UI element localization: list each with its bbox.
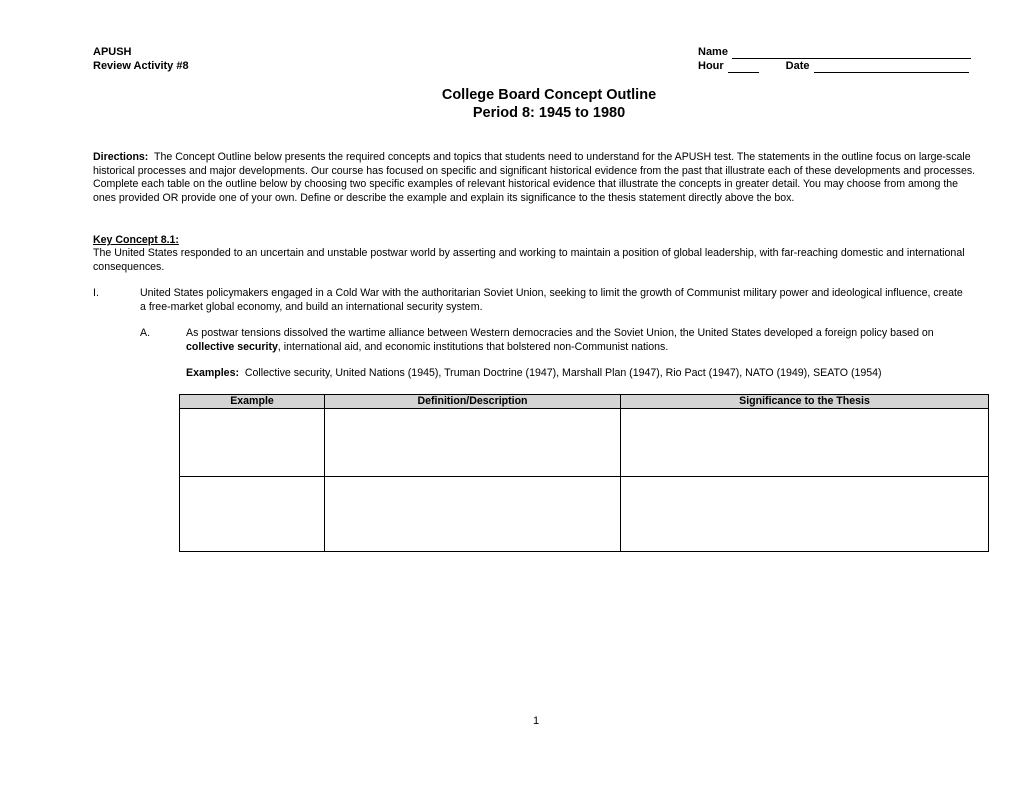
header-right — [698, 45, 971, 73]
name-label: Name — [698, 46, 728, 58]
key-concept-title: Key Concept 8.1: — [93, 234, 179, 246]
column-header-significance: Significance to the Thesis — [621, 395, 989, 409]
hour-date-row — [698, 59, 971, 73]
column-header-definition: Definition/Description — [325, 395, 621, 409]
definition-cell[interactable] — [325, 477, 621, 552]
outline-item-A-text — [186, 327, 976, 354]
examples-text: Collective security, United Nations (1945), Truman Doctrine (1947), Marshall Plan (1947), Rio Pact (1947), NATO (1949), SEATO (1954) — [244, 367, 882, 379]
date-blank[interactable] — [814, 61, 969, 73]
outline-item-I-text: United States policymakers engaged in a Cold War with the authoritarian Soviet Union, seeking to limit the growth of Communist military power and ideological influence, create a free-market global economy, and build an international security system. — [140, 287, 963, 313]
course-name: APUSH — [93, 46, 132, 58]
significance-cell[interactable] — [621, 477, 989, 552]
definition-cell[interactable] — [325, 409, 621, 477]
date-label: Date — [785, 60, 810, 72]
name-blank[interactable] — [732, 47, 971, 59]
page-number: 1 — [532, 715, 540, 727]
header-left — [93, 45, 189, 73]
examples-table — [179, 394, 989, 552]
outline-item-I-number: I. — [93, 287, 99, 299]
name-row — [698, 45, 971, 59]
table-header-row — [180, 395, 989, 409]
title-line-2: Period 8: 1945 to 1980 — [472, 105, 626, 121]
examples-line — [186, 367, 986, 381]
title-line-1: College Board Concept Outline — [441, 87, 657, 103]
item-A-bold-term: collective security — [186, 340, 278, 353]
hour-label: Hour — [698, 60, 724, 72]
table-row — [180, 409, 989, 477]
key-concept-text: The United States responded to an uncertain and unstable postwar world by asserting and working to maintain a position of global leadership, with far-reaching domestic and international consequences. — [93, 247, 965, 273]
examples-label: Examples: — [186, 367, 239, 379]
example-cell[interactable] — [180, 409, 325, 477]
directions-label: Directions: — [93, 151, 149, 163]
item-A-text-before: As postwar tensions dissolved the wartime alliance between Western democracies and the Soviet Union, the United States developed a foreign policy based on — [186, 327, 934, 339]
column-header-example: Example — [180, 395, 325, 409]
significance-cell[interactable] — [621, 409, 989, 477]
directions-paragraph — [93, 151, 978, 205]
document-title — [0, 86, 1024, 122]
directions-text: The Concept Outline below presents the required concepts and topics that students need to understand for the APUSH test. The statements in the outline focus on large-scale historical processes and major developments. Our course has focused on specific and significant historical evidence from the past that illustrate each of these developments and processes. Complete each table on the outline below by choosing two specific examples of relevant historical evidence that illustrate the concepts in greater detail. You may choose from among the ones provided OR provide one of your own. Define or describe the example and explain its significance to the thesis statement directly above the box. — [93, 151, 976, 204]
example-cell[interactable] — [180, 477, 325, 552]
activity-title: Review Activity #8 — [93, 60, 189, 72]
table-row — [180, 477, 989, 552]
item-A-text-after: , international aid, and economic institutions that bolstered non-Communist nations. — [277, 340, 669, 353]
outline-item-A-number: A. — [140, 327, 151, 339]
hour-blank[interactable] — [728, 61, 759, 73]
